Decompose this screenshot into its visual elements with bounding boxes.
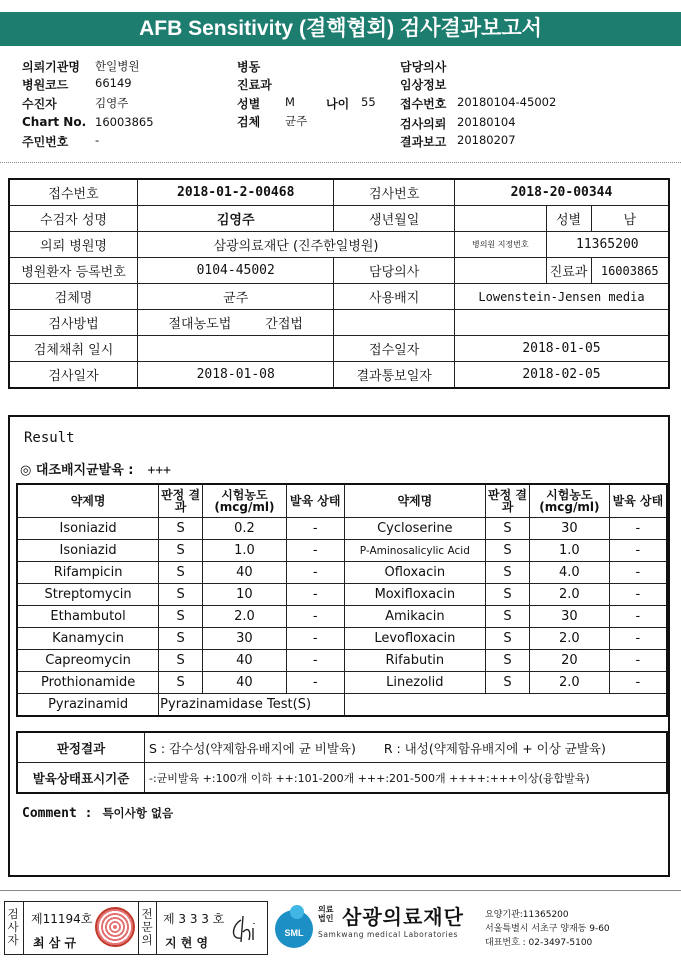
growth-header-left: 발육 상태 (286, 484, 344, 518)
left-growth-cell: - (286, 584, 344, 606)
method-empty-1 (334, 310, 455, 336)
right-judge-cell: S (486, 672, 530, 694)
left-judge-cell: S (159, 584, 203, 606)
tester-label: 검사자 (7, 907, 19, 947)
specialist-no: 제 3 3 3 호 (163, 912, 225, 926)
info-sex-value: 남 (591, 206, 669, 232)
org-english-name: Samkwang medical Laboratories (318, 930, 459, 939)
left-growth-cell: - (286, 650, 344, 672)
org-type: 의료법인 (318, 905, 334, 923)
conc-header-right: 시험농도 (mcg/ml) (529, 484, 609, 518)
drug-row (17, 518, 667, 540)
drug-row (17, 562, 667, 584)
sig-divider-2 (138, 902, 139, 954)
drug-row (17, 584, 667, 606)
right-drug-cell: P-Aminosalicylic Acid (344, 540, 486, 562)
left-growth-cell: - (286, 540, 344, 562)
control-growth-label: ◎ 대조배지균발육 : (20, 463, 134, 478)
receipt-no-label: 접수번호 (9, 179, 138, 206)
pza-empty (344, 694, 667, 717)
left-conc-cell: 40 (202, 650, 286, 672)
specialist-label: 전문의 (141, 907, 153, 947)
drug-header-right: 약제명 (344, 484, 486, 518)
sig-divider-1 (23, 902, 24, 954)
org-name: 삼광의료재단 (342, 905, 464, 929)
info-specimen-label: 검체명 (9, 284, 138, 310)
name-value: 김영주 (138, 206, 334, 232)
header-divider (0, 162, 681, 163)
drug-row (17, 650, 667, 672)
hospital-code-value: 66149 (95, 76, 132, 90)
hosp-code-label: 병의원 지정번호 (454, 232, 546, 258)
right-drug-cell: Amikacin (344, 606, 486, 628)
left-conc-cell: 0.2 (202, 518, 286, 540)
judge-header-left: 판정 결과 (159, 484, 203, 518)
growth-legend: -:균비발육 +:100개 이하 ++:101-200개 +++:201-500개 ++++:+++이상(융합발육) (145, 763, 668, 794)
request-label: 검사의뢰 (400, 117, 447, 131)
left-drug-cell: Rifampicin (17, 562, 159, 584)
left-drug-cell: Isoniazid (17, 518, 159, 540)
drug-header-left: 약제명 (17, 484, 159, 518)
right-drug-cell: Moxifloxacin (344, 584, 486, 606)
info-doctor-value (454, 258, 546, 284)
chart-value: 16003865 (95, 115, 154, 129)
patient-label: 수진자 (22, 97, 57, 111)
left-drug-cell: Isoniazid (17, 540, 159, 562)
specialist-name: 지 현 영 (165, 936, 209, 950)
method-absolute: 절대농도법 (168, 317, 232, 332)
test-no-label: 검사번호 (334, 179, 455, 206)
specimen-label: 검체 (237, 115, 261, 129)
sex-value: M (285, 95, 295, 109)
sig-divider-3 (156, 902, 157, 954)
name-label: 수검자 성명 (9, 206, 138, 232)
right-conc-cell: 30 (529, 518, 609, 540)
left-conc-cell: 1.0 (202, 540, 286, 562)
notify-label: 결과통보일자 (334, 362, 455, 389)
reg-value: 0104-45002 (138, 258, 334, 284)
right-conc-cell: 1.0 (529, 540, 609, 562)
left-conc-cell: 2.0 (202, 606, 286, 628)
growth-header-right: 발육 상태 (609, 484, 667, 518)
info-dept-value: 16003865 (591, 258, 669, 284)
left-conc-cell: 40 (202, 562, 286, 584)
right-conc-cell: 2.0 (529, 628, 609, 650)
received-value: 2018-01-05 (454, 336, 669, 362)
dept-label: 진료과 (237, 78, 272, 92)
seal-stamp (95, 907, 135, 947)
clinical-label: 임상정보 (400, 78, 447, 92)
dob-value (454, 206, 546, 232)
legend-table (16, 731, 668, 794)
tester-name: 최 삼 규 (33, 936, 77, 950)
right-drug-cell: Ofloxacin (344, 562, 486, 584)
left-judge-cell: S (159, 650, 203, 672)
reg-label: 병원환자 등록번호 (9, 258, 138, 284)
info-dept-label: 진료과 (546, 258, 591, 284)
right-drug-cell: Rifabutin (344, 650, 486, 672)
medium-value: Lowenstein-Jensen media (454, 284, 669, 310)
method-value (138, 310, 334, 336)
control-growth-value: +++ (147, 463, 171, 478)
info-doctor-label: 담당의사 (334, 258, 455, 284)
specimen-info-table (8, 178, 670, 389)
collect-value (138, 336, 334, 362)
left-drug-cell: Prothionamide (17, 672, 159, 694)
right-drug-cell: Linezolid (344, 672, 486, 694)
left-conc-cell: 10 (202, 584, 286, 606)
institution-label: 의뢰기관명 (22, 60, 80, 74)
receipt-label: 접수번호 (400, 97, 447, 111)
dob-label: 생년월일 (334, 206, 455, 232)
age-value: 55 (361, 95, 376, 109)
right-growth-cell: - (609, 606, 667, 628)
left-growth-cell: - (286, 628, 344, 650)
specimen-value: 균주 (285, 114, 308, 128)
handwritten-signature (227, 910, 263, 946)
left-judge-cell: S (159, 540, 203, 562)
right-judge-cell: S (486, 628, 530, 650)
right-growth-cell: - (609, 518, 667, 540)
hosp-code-value: 11365200 (546, 232, 669, 258)
control-growth (20, 459, 171, 478)
doctor-label: 담당의사 (400, 60, 447, 74)
left-growth-cell: - (286, 606, 344, 628)
right-growth-cell: - (609, 584, 667, 606)
left-growth-cell: - (286, 562, 344, 584)
sex-label: 성별 (237, 97, 261, 111)
info-sex-label: 성별 (546, 206, 591, 232)
report-value: 20180207 (457, 133, 516, 147)
right-judge-cell: S (486, 606, 530, 628)
right-growth-cell: - (609, 650, 667, 672)
conc-header-left: 시험농도 (mcg/ml) (202, 484, 286, 518)
left-judge-cell: S (159, 672, 203, 694)
right-judge-cell: S (486, 650, 530, 672)
left-drug-cell: Ethambutol (17, 606, 159, 628)
request-value: 20180104 (457, 115, 516, 129)
left-judge-cell: S (159, 518, 203, 540)
right-conc-cell: 30 (529, 606, 609, 628)
comment-label: Comment : (22, 806, 93, 821)
received-label: 접수일자 (334, 336, 455, 362)
hospital-value: 삼광의료재단 (진주한일병원) (138, 232, 455, 258)
medium-label: 사용배지 (334, 284, 455, 310)
right-conc-cell: 4.0 (529, 562, 609, 584)
method-label: 검사방법 (9, 310, 138, 336)
receipt-value: 20180104-45002 (457, 95, 557, 109)
drug-row (17, 672, 667, 694)
method-empty-2 (454, 310, 669, 336)
test-no-value: 2018-20-00344 (454, 179, 669, 206)
id-value: - (95, 133, 100, 147)
left-judge-cell: S (159, 628, 203, 650)
right-growth-cell: - (609, 540, 667, 562)
pza-test: Pyrazinamidase Test(S) (159, 694, 344, 717)
notify-value: 2018-02-05 (454, 362, 669, 389)
judge-legend (145, 732, 668, 763)
drug-row (17, 628, 667, 650)
judge-label: 판정결과 (17, 732, 145, 763)
age-label: 나이 (326, 97, 350, 111)
result-title: Result (24, 430, 75, 446)
receipt-no-value: 2018-01-2-00468 (138, 179, 334, 206)
right-conc-cell: 2.0 (529, 672, 609, 694)
org-phone: 대표번호 : 02-3497-5100 (485, 938, 593, 948)
drug-table (16, 483, 668, 717)
judge-s-text: S : 감수성(약제함유배지에 균 비발육) (149, 740, 356, 756)
collect-label: 검체채취 일시 (9, 336, 138, 362)
drug-row (17, 606, 667, 628)
chart-label: Chart No. (22, 115, 87, 129)
hospital-code-label: 병원코드 (22, 78, 69, 92)
ward-label: 병동 (237, 60, 261, 74)
patient-value: 김영주 (95, 96, 129, 110)
drug-table-header (17, 484, 667, 518)
signature-box (4, 901, 268, 955)
right-drug-cell: Levofloxacin (344, 628, 486, 650)
tester-no: 제11194호 (31, 912, 93, 926)
method-indirect: 간접법 (265, 317, 303, 332)
right-growth-cell: - (609, 628, 667, 650)
right-judge-cell: S (486, 540, 530, 562)
right-judge-cell: S (486, 562, 530, 584)
right-drug-cell: Cycloserine (344, 518, 486, 540)
judge-r-text: R : 내성(약제함유배지에 + 이상 균발육) (383, 740, 606, 756)
left-judge-cell: S (159, 562, 203, 584)
footer-divider (0, 890, 681, 891)
info-specimen-value: 균주 (138, 284, 334, 310)
result-section (8, 415, 670, 877)
right-judge-cell: S (486, 584, 530, 606)
left-drug-cell: Capreomycin (17, 650, 159, 672)
sml-logo-icon (272, 903, 316, 949)
org-address: 서울특별시 서초구 양재동 9-60 (485, 924, 610, 934)
comment-value: 특이사항 없음 (102, 806, 174, 820)
right-judge-cell: S (486, 518, 530, 540)
growth-label: 발육상태표시기준 (17, 763, 145, 794)
left-growth-cell: - (286, 672, 344, 694)
drug-row (17, 540, 667, 562)
left-conc-cell: 40 (202, 672, 286, 694)
right-conc-cell: 20 (529, 650, 609, 672)
right-growth-cell: - (609, 562, 667, 584)
report-title: AFB Sensitivity (결핵협회) 검사결과보고서 (0, 12, 681, 46)
id-label: 주민번호 (22, 135, 69, 149)
logo-text: SML (284, 928, 304, 938)
left-drug-cell: Streptomycin (17, 584, 159, 606)
left-growth-cell: - (286, 518, 344, 540)
test-date-value: 2018-01-08 (138, 362, 334, 389)
test-date-label: 검사일자 (9, 362, 138, 389)
left-conc-cell: 30 (202, 628, 286, 650)
pza-row (17, 694, 667, 717)
institution-value: 한일병원 (95, 59, 140, 73)
left-drug-cell: Kanamycin (17, 628, 159, 650)
right-growth-cell: - (609, 672, 667, 694)
judge-header-right: 판정 결과 (486, 484, 530, 518)
comment (22, 805, 173, 821)
org-code: 요양기관:11365200 (485, 910, 569, 920)
hospital-label: 의뢰 병원명 (9, 232, 138, 258)
left-judge-cell: S (159, 606, 203, 628)
report-label: 결과보고 (400, 135, 447, 149)
right-conc-cell: 2.0 (529, 584, 609, 606)
pza-drug: Pyrazinamid (17, 694, 159, 717)
